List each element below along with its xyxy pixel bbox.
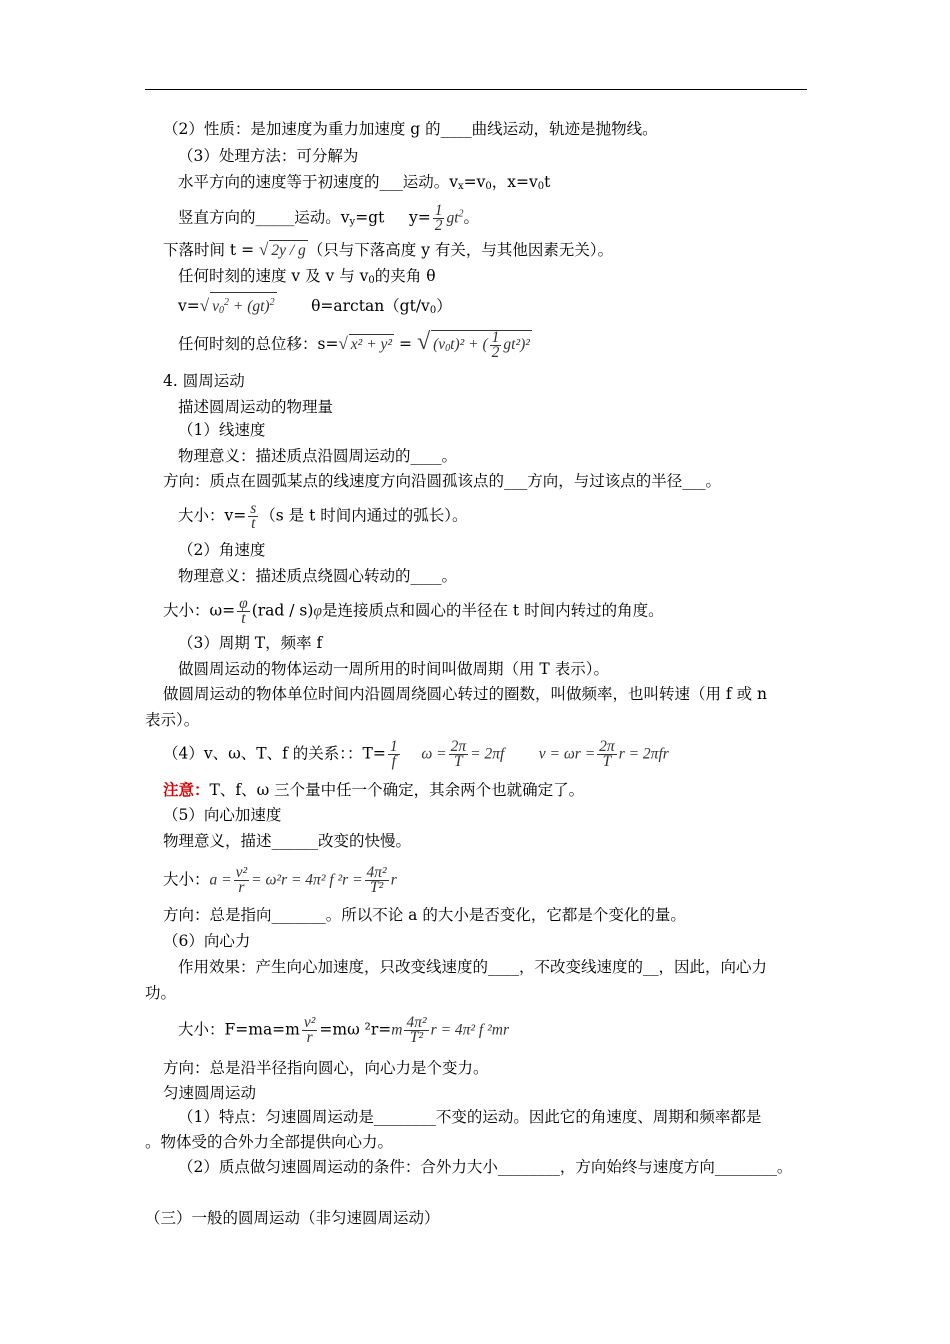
text-line: （5）向心加速度 — [163, 806, 282, 824]
section-heading: 4. 圆周运动 — [163, 372, 245, 390]
text-line: （3）处理方法：可分解为 — [178, 147, 359, 165]
text-line: 物理意义：描述质点绕圆心转动的____。 — [178, 567, 458, 585]
text-line: （4）v、ω、T、f 的关系：：T= $\frac{1}{f}$ ω = $\frac{2\pi}{T}$ = 2πf v = ωr = $\frac{2\pi}{T}$ r = 2πfr — [163, 738, 669, 770]
text-line: （1）线速度 — [178, 421, 266, 439]
text-line: 大小：ω= $\frac{\varphi}{t}$ (rad / s)φ是连接质点和圆心的半径在 t 时间内转过的角度。 — [163, 595, 664, 627]
text-line: 。物体受的合外力全部提供向心力。 — [145, 1133, 394, 1151]
text-line: 竖直方向的_____运动。$v_y=gt$ y= $\frac{1}{2}$ $gt^2$。 — [178, 202, 480, 234]
text-line: 大小：a = $\frac{\text{v²}}{r}$ = ω²r = 4π² f ²r = $\frac{\text{4π²}}{\text{T²}}$ r — [163, 864, 397, 896]
text-line: 描述圆周运动的物理量 — [178, 398, 334, 416]
text-line: （6）向心力 — [163, 932, 251, 950]
section-heading: 匀速圆周运动 — [163, 1084, 257, 1102]
text-line: 任何时刻的速度 v 及 v 与 $v_0$的夹角 θ — [178, 267, 436, 286]
header-rule — [145, 89, 807, 90]
text-line: 物理意义，描述______改变的快慢。 — [163, 832, 412, 850]
text-line: 任何时刻的总位移：s=√ x² + y² = √ $(v_0t)^2$ + ( $\frac{1}{2}$ gt²)² — [178, 329, 530, 361]
text-line: （2）性质：是加速度为重力加速度 g 的____曲线运动，轨迹是抛物线。 — [163, 120, 658, 138]
text-line: 方向：总是指向_______。所以不论 a 的大小是否变化，它都是个变化的量。 — [163, 906, 686, 924]
text-line: （1）特点：匀速圆周运动是________不变的运动。因此它的角速度、周期和频率都是 — [178, 1108, 762, 1126]
section-heading: （三）一般的圆周运动（非匀速圆周运动） — [145, 1209, 440, 1227]
text-line: 方向：质点在圆弧某点的线速度方向沿圆孤该点的___方向，与过该点的半径___。 — [163, 472, 722, 490]
text-line: 大小：F=ma=m $\frac{\text{v²}}{r}$ =mω ²r=m $\frac{\text{4π²}}{\text{T²}}$ r = 4π² f ²mr — [178, 1014, 509, 1046]
text-line: 做圆周运动的物体运动一周所用的时间叫做周期（用 T 表示）。 — [178, 660, 609, 678]
text-line: 物理意义：描述质点沿圆周运动的____。 — [178, 447, 458, 465]
text-line: 做圆周运动的物体单位时间内沿圆周绕圆心转过的圈数，叫做频率，也叫转速（用 f 或 n — [163, 685, 768, 703]
text-line: v=√ $v_0^2 + (gt)^2$ $\theta=\arctan(gt/v_0)$ — [178, 292, 452, 321]
note-label: 注意： — [163, 780, 210, 799]
text-line: 表示）。 — [145, 711, 200, 729]
text-line: （3）周期 T，频率 f — [178, 634, 323, 652]
text-line: 下落时间 t = √ 2y / g （只与下落高度 y 有关，与其他因素无关）。 — [163, 240, 614, 259]
text-line: 大小：v= $\frac{s}{t}$ （s 是 t 时间内通过的弧长）。 — [178, 500, 468, 532]
text-line: 作用效果：产生向心加速度，只改变线速度的____，不改变线速度的__，因此，向心力 — [178, 958, 768, 976]
text-line: 功。 — [145, 984, 177, 1002]
text-line: 注意：T、f、ω 三个量中任一个确定，其余两个也就确定了。 — [163, 780, 585, 799]
text-line: 水平方向的速度等于初速度的___运动。$v_x=v_0$，$x=v_0t$ — [178, 173, 551, 192]
text-line: 方向：总是沿半径指向圆心，向心力是个变力。 — [163, 1059, 489, 1077]
text-line: （2）质点做匀速圆周运动的条件：合外力大小________，方向始终与速度方向________。 — [178, 1158, 793, 1176]
text-line: （2）角速度 — [178, 541, 266, 559]
